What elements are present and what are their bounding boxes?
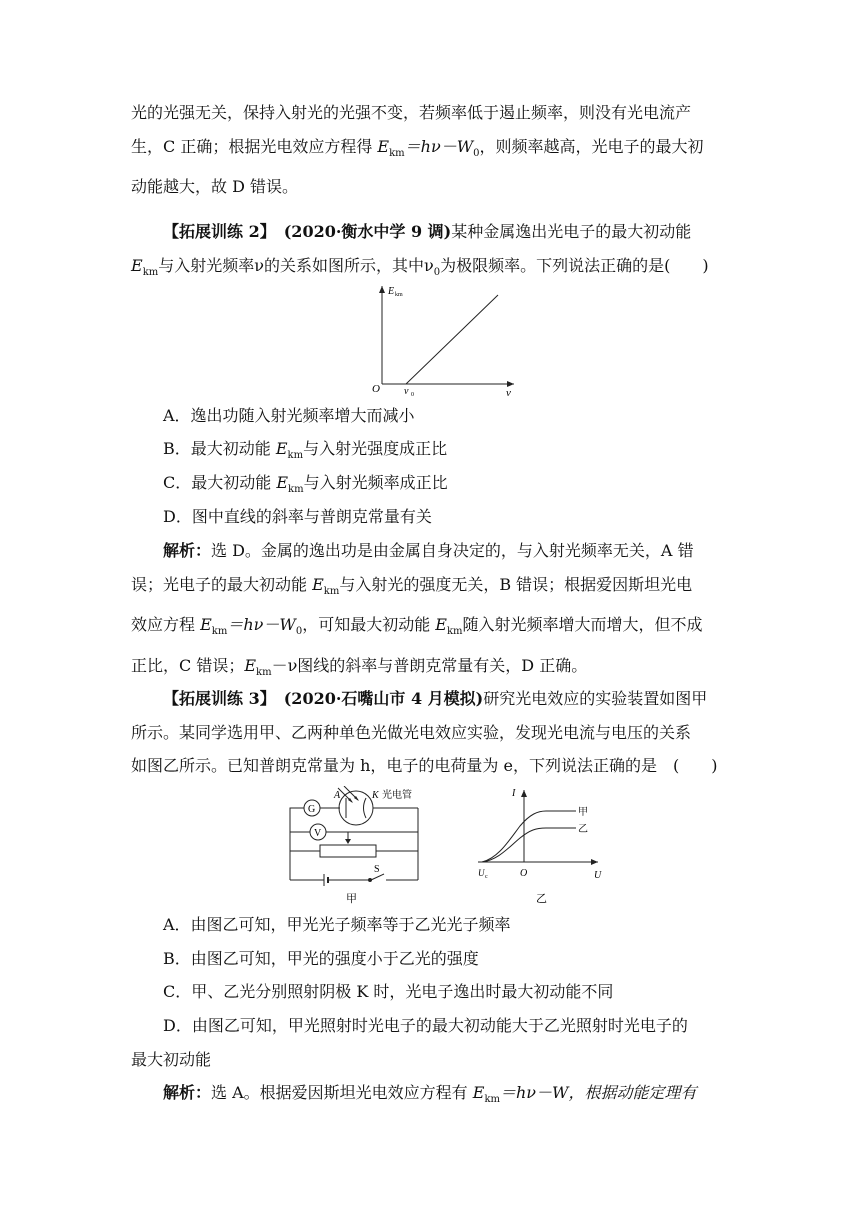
svg-text:U: U [478,868,485,878]
ekm-line [406,295,498,384]
svg-text:c: c [485,874,488,880]
curve-jia [482,811,576,862]
q2-option-a[interactable]: A．逸出功随入射光频率增大而减小 [163,406,415,425]
question-2-tag: 【拓展训练 2】 [163,222,268,241]
svg-text:光电管: 光电管 [382,790,412,801]
q2-answer: 解析：选 D。金属的逸出功是由金属自身决定的，与入射光频率无关，A 错 误；光电子的最大初动能 $E_{km}$与入射光的强度无关，B 错误；根据爱因斯坦光电 效应方程 $E_{km}=h\nu-W_0$，可知最大初动能 $E_{km}$随入射光频率增大而增大，但不成 正比，C 错误；$E_{km}-\nu$图线的斜率与普朗克常量有关，D 正确。 [131,541,703,679]
question-3-stem: 【拓展训练 3】 (2020·石嘴山市 4 月模拟)研究光电效应的实验装置如图甲 所示。某同学选用甲、乙两种单色光做光电效应实验，发现光电流与电压的关系 如图乙所示。已知普朗克常量为 h，电子的电荷量为 e，下列说法正确的是 ( ) [131,689,718,775]
q3-option-d-cont: 最大初动能 [131,1050,212,1069]
q3-option-c[interactable]: C．甲、乙光分别照射阴极 K 时，光电子逸出时最大初动能不同 [163,982,614,1001]
q3-option-d[interactable]: D．由图乙可知，甲光照射时光电子的最大初动能大于乙光照射时光电子的 [163,1016,688,1035]
svg-text:乙: 乙 [536,893,547,905]
svg-text:0: 0 [411,392,414,398]
circuit-diagram [282,786,432,906]
graph-v0: ν [404,386,409,397]
svg-text:V: V [314,828,322,839]
svg-text:A: A [334,790,341,801]
q3-option-a[interactable]: A．由图乙可知，甲光光子频率等于乙光光子频率 [163,915,511,934]
question-2-source: (2020·衡水中学 9 调) [283,222,452,241]
q2-option-b[interactable]: B．最大初动能 $E_{km}$与入射光强度成正比 [163,439,448,462]
svg-text:O: O [520,868,528,879]
svg-text:km: km [395,292,403,298]
svg-text:乙: 乙 [578,824,588,835]
q2-option-c[interactable]: C．最大初动能 $E_{km}$与入射光频率成正比 [163,473,448,496]
svg-text:U: U [594,870,602,881]
paragraph-continuation: 光的光强无关，保持入射光的光强不变，若频率低于遏止频率，则没有光电流产 生，C 正确；根据光电效应方程得 $E_{km}=h\nu-W_0$，则频率越高，光电子的最大初 动能越大，故 D 错误。 [131,103,704,197]
svg-text:G: G [308,804,316,815]
graph-origin: O [372,383,380,395]
q3-answer: 解析：选 A。根据爱因斯坦光电效应方程有 $E_{km}=h\nu-W$，根据动能定理有 [163,1083,697,1106]
graph-xlabel: ν [506,387,511,399]
rheostat-icon [320,845,376,857]
graph-ylabel: E [388,286,395,297]
question-2-stem: 【拓展训练 2】 (2020·衡水中学 9 调)某种金属逸出光电子的最大初动能 $E_{km}$与入射光频率ν的关系如图所示，其中$\nu_0$为极限频率。下列说法正确的是( ) [131,222,709,278]
svg-text:S: S [374,864,380,875]
svg-text:甲: 甲 [346,893,357,905]
q3-option-b[interactable]: B．由图乙可知，甲光的强度小于乙光的强度 [163,949,479,968]
q2-option-d[interactable]: D．图中直线的斜率与普朗克常量有关 [163,507,432,526]
svg-text:K: K [372,790,379,801]
ekm-frequency-graph [366,280,526,400]
question-3-source: (2020·石嘴山市 4 月模拟) [283,689,484,708]
question-3-tag: 【拓展训练 3】 [163,689,268,708]
curve-yi [482,828,576,862]
current-voltage-graph [474,786,614,906]
svg-text:甲: 甲 [578,807,588,818]
svg-text:I: I [512,788,516,799]
